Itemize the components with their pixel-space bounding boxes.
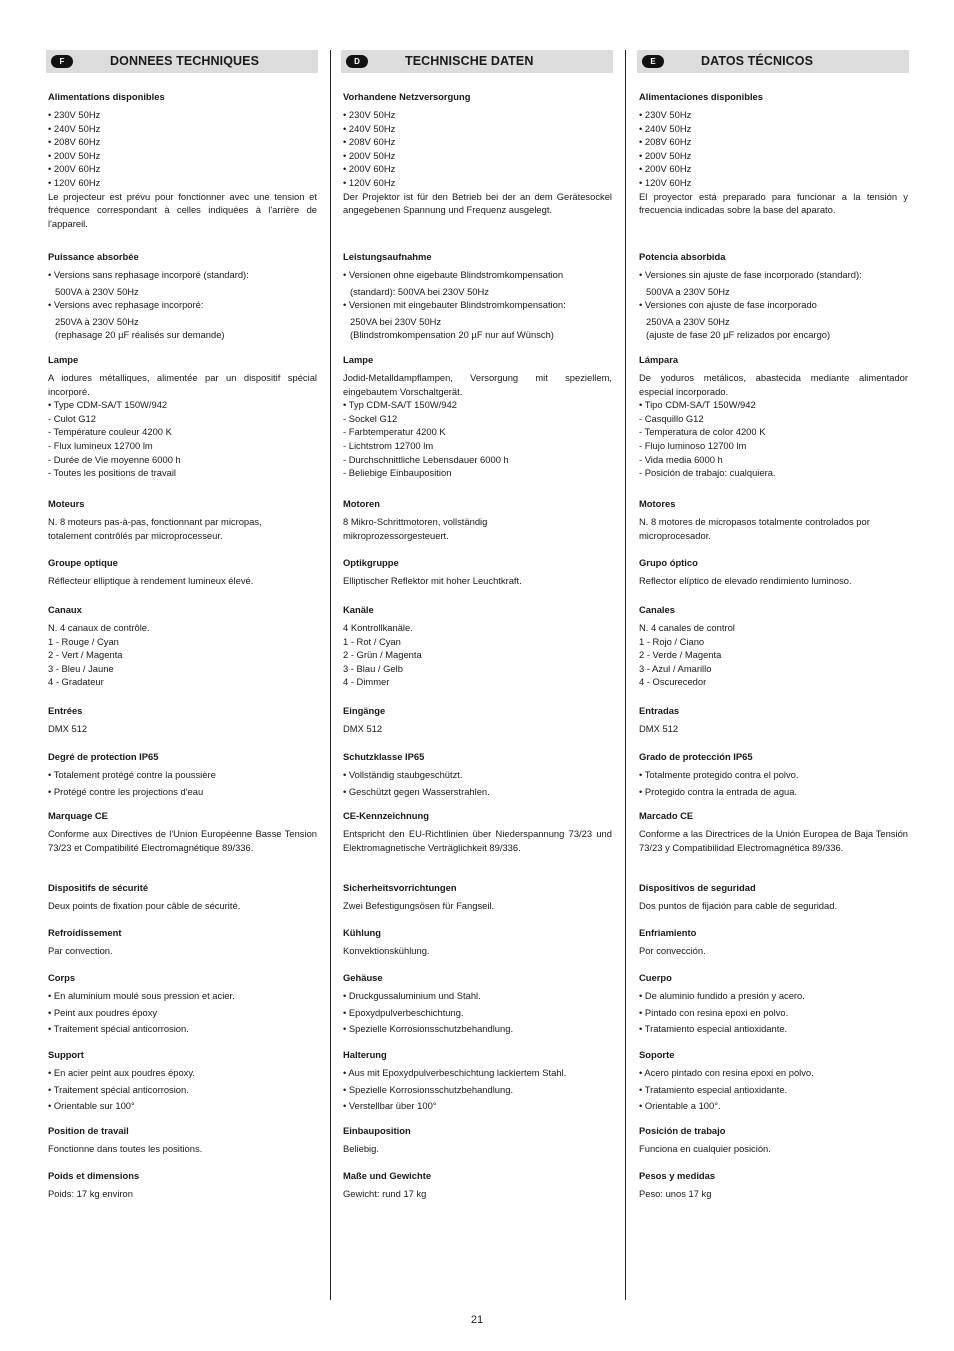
column-divider xyxy=(625,50,626,1300)
spec-section-body xyxy=(48,1142,317,1156)
spec-line: N. 8 motores de micropasos totalmente controlados por xyxy=(639,516,870,527)
spec-section-body xyxy=(48,621,317,689)
spec-section-body xyxy=(48,827,317,854)
spec-section xyxy=(639,926,908,958)
spec-section-body xyxy=(48,108,317,230)
spec-section-title: CE-Kennzeichnung xyxy=(343,810,429,821)
spec-line: 1 - Rot / Cyan xyxy=(343,635,401,647)
spec-bullet: • 120V 60Hz xyxy=(343,176,396,188)
spec-section xyxy=(639,497,908,542)
spec-line: 2 - Vert / Magenta xyxy=(48,649,123,661)
spec-section-title: Maße und Gewichte xyxy=(343,1170,432,1181)
spec-line: - Durchschnittliche Lebensdauer 6000 h xyxy=(343,453,509,465)
spec-section-title: Einbauposition xyxy=(343,1125,411,1136)
spec-line: (ajuste de fase 20 µF relizados por encargo) xyxy=(646,329,831,341)
spec-line: N. 4 canaux de contrôle. xyxy=(48,622,150,633)
spec-line: 4 - Dimmer xyxy=(343,676,390,688)
spec-section-body xyxy=(343,1187,612,1201)
spec-section-body xyxy=(639,1142,908,1156)
spec-line: - Toutes les positions de travail xyxy=(48,467,177,479)
spec-section-title: Position de travail xyxy=(48,1125,129,1136)
spec-bullet: • Spezielle Korrosionsschutzbehandlung. xyxy=(343,1023,514,1035)
spec-bullet: • 208V 60Hz xyxy=(48,136,101,148)
spec-bullet: • Protégé contre les projections d'eau xyxy=(48,785,204,797)
spec-section-body xyxy=(343,371,612,480)
spec-section-title: Grupo óptico xyxy=(639,557,698,568)
spec-line: 1 - Rouge / Cyan xyxy=(48,635,119,647)
spec-line: Fonctionne dans toutes les positions. xyxy=(48,1143,203,1154)
spec-section-body xyxy=(48,899,317,913)
spec-section-body xyxy=(639,574,908,588)
spec-line: Dos puntos de fijación para cable de seguridad. xyxy=(639,900,838,911)
spec-paragraph: Le projecteur est prévu pour fonctionner avec une tension et fréquence correspondant à celles indiquées à l'arrière de l'appareil. xyxy=(48,190,317,229)
spec-line: 3 - Azul / Amarillo xyxy=(639,662,712,674)
spec-section xyxy=(48,556,317,588)
spec-section xyxy=(639,881,908,913)
spec-line: 4 - Oscurecedor xyxy=(639,676,707,688)
spec-section-body xyxy=(343,768,612,798)
spec-section xyxy=(639,750,908,801)
spec-bullet: • Protegido contra la entrada de agua. xyxy=(639,785,798,797)
spec-section xyxy=(639,603,908,689)
spec-line: 500VA à 230V 50Hz xyxy=(55,285,139,297)
spec-section-body xyxy=(48,371,317,480)
language-badge: F xyxy=(51,55,73,68)
column-german xyxy=(341,50,613,1199)
column-divider xyxy=(330,50,331,1300)
spec-section-body xyxy=(639,827,908,854)
spec-line: Gewicht: rund 17 kg xyxy=(343,1188,427,1199)
spec-line: DMX 512 xyxy=(343,723,383,734)
spec-line: 250VA bei 230V 50Hz xyxy=(350,315,442,327)
spec-section xyxy=(48,603,317,689)
language-badge: E xyxy=(642,55,664,68)
spec-section-title: Enfriamiento xyxy=(639,927,697,938)
spec-section-body xyxy=(343,574,612,588)
spec-section xyxy=(639,1169,908,1201)
column-header xyxy=(46,50,318,73)
spec-section-body xyxy=(639,515,908,542)
spec-bullet: • Epoxydpulverbeschichtung. xyxy=(343,1006,464,1018)
spec-line: 2 - Verde / Magenta xyxy=(639,649,722,661)
spec-section xyxy=(343,809,612,854)
spec-section xyxy=(48,809,317,854)
spec-bullet: • 208V 60Hz xyxy=(343,136,396,148)
spec-line: - Température couleur 4200 K xyxy=(48,426,172,438)
spec-section xyxy=(639,250,908,342)
spec-bullet: • Aus mit Epoxydpulverbeschichtung lackiertem Stahl. xyxy=(343,1067,567,1078)
spec-line: - Farbtemperatur 4200 K xyxy=(343,426,446,438)
spec-section-title: Posición de trabajo xyxy=(639,1125,726,1136)
spec-section-title: Grado de protección IP65 xyxy=(639,751,753,762)
spec-section xyxy=(639,90,908,217)
spec-section xyxy=(639,1048,908,1116)
spec-section-body xyxy=(639,268,908,342)
spec-section-body xyxy=(48,944,317,958)
spec-line: Poids: 17 kg environ xyxy=(48,1188,133,1199)
spec-line: - Flux lumineux 12700 lm xyxy=(48,439,153,451)
spec-line: 250VA à 230V 50Hz xyxy=(55,315,139,327)
spec-section xyxy=(48,971,317,1039)
spec-line: 250VA a 230V 50Hz xyxy=(646,315,730,327)
column-spanish xyxy=(637,50,909,1199)
spec-section xyxy=(48,497,317,542)
spec-bullet: • Tratamiento especial antioxidante. xyxy=(639,1023,788,1035)
spec-section-title: Lámpara xyxy=(639,354,679,365)
spec-section xyxy=(343,1124,612,1156)
spec-section xyxy=(343,704,612,736)
spec-line: DMX 512 xyxy=(639,723,679,734)
spec-paragraph: Der Projektor ist für den Betrieb bei der an dem Gerätesockel angegebenen Spannung und Frequenz ausgelegt. xyxy=(343,190,612,216)
spec-section-title: Motoren xyxy=(343,498,380,509)
spec-section-title: Alimentations disponibles xyxy=(48,91,165,102)
spec-bullet: • 200V 60Hz xyxy=(343,163,396,175)
spec-section-title: Refroidissement xyxy=(48,927,122,938)
spec-paragraph: El proyector está preparado para funcionar a la tensión y frecuencia indicadas sobre la base del aparato. xyxy=(639,190,908,216)
spec-section-body xyxy=(639,1066,908,1113)
spec-line: 4 Kontrollkanäle. xyxy=(343,622,413,633)
spec-section-body xyxy=(48,768,317,798)
spec-section-title: Sicherheitsvorrichtungen xyxy=(343,882,457,893)
spec-bullet: • 200V 50Hz xyxy=(48,149,101,161)
spec-bullet: • 240V 50Hz xyxy=(639,122,692,134)
spec-section-body xyxy=(343,989,612,1036)
spec-section-title: Degré de protection IP65 xyxy=(48,751,159,762)
spec-section xyxy=(639,809,908,854)
spec-section-body xyxy=(48,1187,317,1201)
spec-line: 500VA a 230V 50Hz xyxy=(646,285,730,297)
spec-section-body xyxy=(639,768,908,798)
spec-line: Peso: unos 17 kg xyxy=(639,1188,712,1199)
spec-section-title: Canaux xyxy=(48,604,82,615)
spec-line: Reflector elíptico de elevado rendimiento luminoso. xyxy=(639,575,852,586)
spec-bullet: • Versionen mit eingebauter Blindstromkompensation: xyxy=(343,299,566,311)
spec-section-body xyxy=(639,621,908,689)
spec-section-title: Lampe xyxy=(343,354,374,365)
spec-section-title: Vorhandene Netzversorgung xyxy=(343,91,471,102)
spec-section-body xyxy=(48,574,317,588)
spec-line: N. 8 moteurs pas-à-pas, fonctionnant par micropas, xyxy=(48,516,262,527)
spec-section-body xyxy=(48,268,317,342)
spec-paragraph: Entspricht den EU-Richtlinien über Niederspannung 73/23 und Elektromagnetische Verträglichkeit 89/336. xyxy=(343,828,612,853)
spec-section-body xyxy=(343,515,612,542)
column-title: DATOS TÉCNICOS xyxy=(701,54,814,68)
spec-section-title: Gehäuse xyxy=(343,972,383,983)
spec-bullet: • Traitement spécial anticorrosion. xyxy=(48,1083,189,1095)
spec-bullet: • Orientable a 100°. xyxy=(639,1100,721,1112)
spec-section-title: Puissance absorbée xyxy=(48,251,139,262)
spec-line: - Durée de Vie moyenne 6000 h xyxy=(48,453,181,465)
spec-line: - Vida media 6000 h xyxy=(639,453,723,465)
spec-section-title: Kühlung xyxy=(343,927,382,938)
spec-bullet: • Totalmente protegido contra el polvo. xyxy=(639,769,799,780)
spec-line: totalement contrôlés par microprocesseur. xyxy=(48,529,223,541)
spec-bullet: • Versions avec rephasage incorporé: xyxy=(48,299,204,311)
spec-section xyxy=(48,1048,317,1116)
spec-section-title: Moteurs xyxy=(48,498,85,509)
spec-line: Réflecteur elliptique à rendement lumineux élevé. xyxy=(48,575,254,586)
spec-paragraph: A iodures métalliques, alimentée par un dispositif spécial incorporé. xyxy=(48,372,317,397)
spec-line: N. 4 canales de control xyxy=(639,622,735,633)
spec-section-title: Marcado CE xyxy=(639,810,694,821)
language-badge: D xyxy=(346,55,368,68)
spec-line: Deux points de fixation pour câble de sécurité. xyxy=(48,900,241,911)
spec-section-body xyxy=(639,108,908,217)
spec-line: (rephasage 20 µF réalisés sur demande) xyxy=(55,329,225,341)
spec-section-title: Optikgruppe xyxy=(343,557,399,568)
spec-bullet: • En aluminium moulé sous pression et acier. xyxy=(48,990,235,1001)
spec-bullet: • Typ CDM-SA/T 150W/942 xyxy=(343,399,457,411)
spec-line: - Lichtstrom 12700 lm xyxy=(343,439,434,451)
spec-bullet: • 230V 50Hz xyxy=(343,109,396,120)
spec-bullet: • Traitement spécial anticorrosion. xyxy=(48,1023,189,1035)
spec-line: Funciona en cualquier posición. xyxy=(639,1143,771,1154)
spec-section-body xyxy=(343,722,612,736)
spec-section-title: Motores xyxy=(639,498,676,509)
spec-bullet: • En acier peint aux poudres époxy. xyxy=(48,1067,195,1078)
column-title: TECHNISCHE DATEN xyxy=(405,54,534,68)
spec-line: 4 - Gradateur xyxy=(48,676,104,688)
spec-section xyxy=(343,556,612,588)
spec-bullet: • 120V 60Hz xyxy=(639,176,692,188)
spec-bullet: • Geschützt gegen Wasserstrahlen. xyxy=(343,785,490,797)
spec-section-body xyxy=(343,944,612,958)
spec-section xyxy=(639,1124,908,1156)
spec-section-title: Dispositivos de seguridad xyxy=(639,882,756,893)
spec-line: 3 - Blau / Gelb xyxy=(343,662,403,674)
spec-bullet: • 200V 50Hz xyxy=(343,149,396,161)
spec-bullet: • Spezielle Korrosionsschutzbehandlung. xyxy=(343,1083,514,1095)
spec-section xyxy=(343,881,612,913)
spec-bullet: • 230V 50Hz xyxy=(48,109,101,120)
spec-bullet: • 200V 60Hz xyxy=(639,163,692,175)
spec-line: 2 - Grün / Magenta xyxy=(343,649,422,661)
spec-section-body xyxy=(48,1066,317,1113)
spec-paragraph: Conforme a las Directrices de la Unión Europea de Baja Tensión 73/23 y Compatibilidad Electromagnética 89/336. xyxy=(639,828,908,853)
spec-bullet: • Versions sans rephasage incorporé (standard): xyxy=(48,269,249,280)
spec-bullet: • Versionen ohne eigebaute Blindstromkompensation xyxy=(343,269,564,280)
spec-bullet: • Acero pintado con resina epoxi en polvo. xyxy=(639,1067,814,1078)
spec-section-title: Alimentaciones disponibles xyxy=(639,91,763,102)
spec-paragraph: Conforme aux Directives de l'Union Européenne Basse Tension 73/23 et Compatibilité Electromagnétique 89/336. xyxy=(48,828,317,853)
spec-section-body xyxy=(343,899,612,913)
spec-section-body xyxy=(48,989,317,1036)
spec-section-title: Leistungsaufnahme xyxy=(343,251,432,262)
spec-section xyxy=(343,603,612,689)
spec-section xyxy=(48,881,317,913)
spec-section-body xyxy=(343,108,612,217)
spec-section-title: Dispositifs de sécurité xyxy=(48,882,149,893)
spec-paragraph: Jodid-Metalldampflampen, Versorgung mit speziellem, eingebautem Vorschaltgerät. xyxy=(343,372,612,397)
spec-bullet: • 120V 60Hz xyxy=(48,176,101,188)
spec-bullet: • Type CDM-SA/T 150W/942 xyxy=(48,399,168,411)
spec-line: mikroprozessorgesteuert. xyxy=(343,529,449,541)
spec-section xyxy=(343,497,612,542)
spec-section-title: Halterung xyxy=(343,1049,387,1060)
spec-bullet: • Tipo CDM-SA/T 150W/942 xyxy=(639,399,756,411)
spec-section-body xyxy=(639,944,908,958)
spec-bullet: • Versiones con ajuste de fase incorporado xyxy=(639,299,817,311)
spec-section-body xyxy=(639,989,908,1036)
spec-bullet: • 200V 50Hz xyxy=(639,149,692,161)
spec-section xyxy=(48,926,317,958)
spec-section-title: Cuerpo xyxy=(639,972,672,983)
spec-bullet: • 240V 50Hz xyxy=(343,122,396,134)
spec-line: - Temperatura de color 4200 K xyxy=(639,426,766,438)
spec-bullet: • De aluminio fundido a presión y acero. xyxy=(639,990,805,1001)
spec-bullet: • 200V 60Hz xyxy=(48,163,101,175)
spec-section-body xyxy=(639,371,908,480)
spec-section-title: Groupe optique xyxy=(48,557,118,568)
spec-line: - Casquillo G12 xyxy=(639,412,704,424)
column-french xyxy=(46,50,318,1199)
spec-section-body xyxy=(48,515,317,542)
spec-line: Elliptischer Reflektor mit hoher Leuchtkraft. xyxy=(343,575,522,586)
spec-section xyxy=(343,750,612,801)
spec-line: Par convection. xyxy=(48,945,113,956)
spec-section xyxy=(48,750,317,801)
spec-line: DMX 512 xyxy=(48,723,88,734)
spec-section-body xyxy=(639,1187,908,1201)
spec-section-body xyxy=(639,722,908,736)
spec-line: 1 - Rojo / Ciano xyxy=(639,635,705,647)
spec-section xyxy=(48,250,317,342)
spec-line: 8 Mikro-Schrittmotoren, vollständig xyxy=(343,516,488,527)
spec-bullet: • Druckgussaluminium und Stahl. xyxy=(343,990,481,1001)
spec-section xyxy=(343,971,612,1039)
spec-bullet: • Orientable sur 100° xyxy=(48,1100,135,1112)
spec-section-title: Marquage CE xyxy=(48,810,108,821)
spec-line: - Flujo luminoso 12700 lm xyxy=(639,439,747,451)
page-number: 21 xyxy=(470,1314,484,1326)
spec-section xyxy=(343,1048,612,1116)
spec-section-body xyxy=(48,722,317,736)
spec-section-title: Eingänge xyxy=(343,705,386,716)
spec-section-title: Potencia absorbida xyxy=(639,251,726,262)
spec-bullet: • Vollständig staubgeschützt. xyxy=(343,769,463,780)
spec-line: (Blindstromkompensation 20 µF nur auf Wünsch) xyxy=(350,329,554,341)
spec-section xyxy=(48,353,317,480)
spec-section-title: Entradas xyxy=(639,705,680,716)
spec-section-title: Kanäle xyxy=(343,604,374,615)
spec-section-title: Pesos y medidas xyxy=(639,1170,716,1181)
spec-line: Konvektionskühlung. xyxy=(343,945,430,956)
spec-section-title: Support xyxy=(48,1049,84,1060)
spec-section-title: Schutzklasse IP65 xyxy=(343,751,425,762)
spec-section-title: Entrées xyxy=(48,705,83,716)
spec-line: - Sockel G12 xyxy=(343,412,398,424)
spec-section-title: Canales xyxy=(639,604,675,615)
spec-bullet: • Totalement protégé contre la poussière xyxy=(48,769,216,780)
spec-paragraph: De yoduros metálicos, abastecida mediante alimentador especial incorporado. xyxy=(639,372,908,397)
spec-line: - Culot G12 xyxy=(48,412,96,424)
spec-section-title: Poids et dimensions xyxy=(48,1170,140,1181)
spec-bullet: • Tratamiento especial antioxidante. xyxy=(639,1083,788,1095)
spec-section-body xyxy=(343,827,612,854)
spec-line: 3 - Bleu / Jaune xyxy=(48,662,114,674)
spec-line: Por convección. xyxy=(639,945,706,956)
spec-bullet: • Pintado con resina epoxi en polvo. xyxy=(639,1006,789,1018)
spec-line: Beliebig. xyxy=(343,1143,379,1154)
spec-section-body xyxy=(343,268,612,342)
spec-section xyxy=(343,353,612,480)
spec-section-body xyxy=(343,621,612,689)
spec-section xyxy=(48,704,317,736)
spec-section-title: Corps xyxy=(48,972,76,983)
spec-section xyxy=(48,1169,317,1201)
spec-line: - Beliebige Einbauposition xyxy=(343,467,452,479)
spec-bullet: • Versiones sin ajuste de fase incorporado (standard): xyxy=(639,269,862,280)
spec-section-title: Soporte xyxy=(639,1049,675,1060)
spec-line: - Posición de trabajo: cualquiera. xyxy=(639,467,776,479)
spec-section xyxy=(343,926,612,958)
spec-bullet: • Peint aux poudres époxy xyxy=(48,1006,158,1018)
column-header xyxy=(341,50,613,73)
spec-bullet: • 208V 60Hz xyxy=(639,136,692,148)
spec-line: (standard): 500VA bei 230V 50Hz xyxy=(350,285,489,297)
spec-line: Zwei Befestigungsösen für Fangseil. xyxy=(343,900,495,911)
spec-line: microprocesador. xyxy=(639,529,711,541)
column-header xyxy=(637,50,909,73)
spec-section xyxy=(48,1124,317,1156)
spec-section xyxy=(639,556,908,588)
spec-section-body xyxy=(343,1142,612,1156)
spec-section xyxy=(343,250,612,342)
spec-bullet: • Verstellbar über 100° xyxy=(343,1100,437,1112)
spec-section xyxy=(639,971,908,1039)
spec-section xyxy=(343,90,612,217)
spec-section-body xyxy=(343,1066,612,1113)
spec-section xyxy=(48,90,317,230)
spec-section xyxy=(343,1169,612,1201)
spec-bullet: • 240V 50Hz xyxy=(48,122,101,134)
spec-section-title: Lampe xyxy=(48,354,79,365)
column-title: DONNEES TECHNIQUES xyxy=(110,54,260,68)
spec-section-body xyxy=(639,899,908,913)
spec-section xyxy=(639,353,908,480)
spec-bullet: • 230V 50Hz xyxy=(639,109,692,120)
spec-section xyxy=(639,704,908,736)
